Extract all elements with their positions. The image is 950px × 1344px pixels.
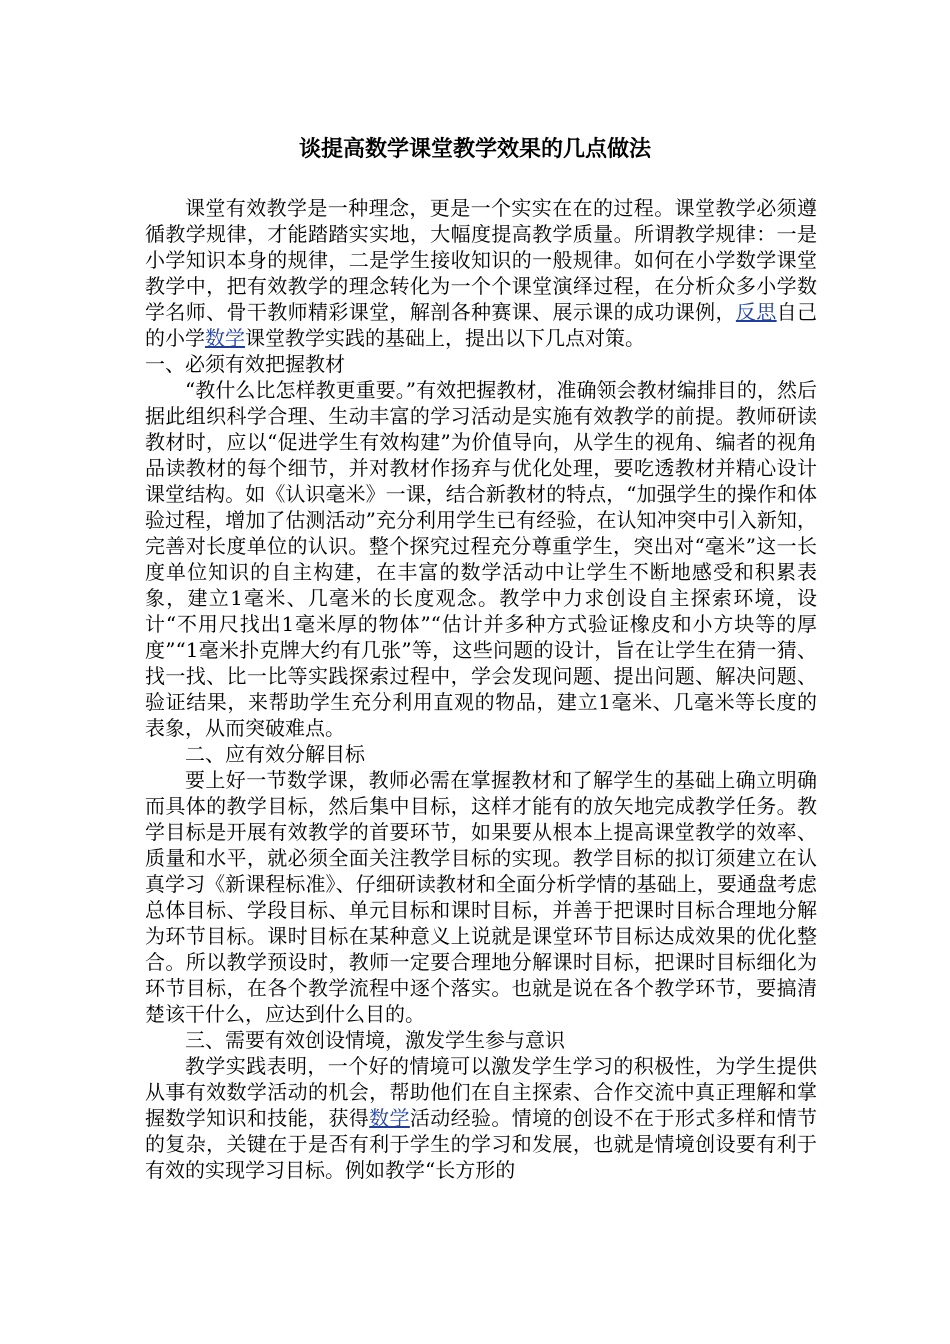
math-link[interactable]: 数学 [205,326,245,350]
intro-text-2: 自己的小学 [145,300,817,350]
intro-text-1: 课堂有效教学是一种理念，更是一个实实在在的过程。课堂教学必须遵循教学规律，才能踏踏实实地，大幅度提高教学质量。所谓教学规律：一是小学知识本身的规律，二是学生接收知识的一般规律。如何在小学数学课堂教学中，把有效教学的理念转化为一个个课堂演绎过程，在分析众多小学数学名师、骨干教师精彩课堂，解剖各种赛课、展示课的成功课例， [145,196,817,324]
section1-heading: 一、必须有效把握教材 [145,352,345,376]
document-title: 谈提高数学课堂教学效果的几点做法 [298,137,651,162]
section3-paragraph [145,1053,817,1183]
intro-paragraph [145,195,817,351]
document-body [145,195,817,1183]
section2-paragraph: 要上好一节数学课，教师必需在掌握教材和了解学生的基础上确立明确而具体的教学目标，然后集中目标，这样才能有的放矢地完成教学任务。教学目标是开展有效教学的首要环节，如果要从根本上提高课堂教学的效率、质量和水平，就必须全面关注教学目标的实现。教学目标的拟订须建立在认真学习《新课程标准》、仔细研读教材和全面分析学情的基础上，要通盘考虑总体目标、学段目标、单元目标和课时目标，并善于把课时目标合理地分解为环节目标。课时目标在某种意义上说就是课堂环节目标达成效果的优化整合。所以教学预设时，教师一定要合理地分解课时目标，把课时目标细化为环节目标，在各个教学流程中逐个落实。也就是说在各个教学环节，要搞清楚该干什么，应达到什么目的。 [145,768,817,1026]
reflection-link[interactable]: 反思 [735,300,777,324]
math-activity-link[interactable]: 数学 [369,1106,410,1130]
section3-heading: 三、需要有效创设情境，激发学生参与意识 [185,1028,565,1052]
section1-paragraph: “教什么比怎样教更重要。”有效把握教材，准确领会教材编排目的，然后据此组织科学合理、生动丰富的学习活动是实施有效教学的前提。教师研读教材时，应以“促进学生有效构建”为价值导向，从学生的视角、编者的视角品读教材的每个细节，并对教材作扬弃与优化处理，要吃透教材并精心设计课堂结构。如《认识毫米》一课，结合新教材的特点，“加强学生的操作和体验过程，增加了估测活动”充分利用学生已有经验，在认知冲突中引入新知，完善对长度单位的认识。整个探究过程充分尊重学生，突出对“毫米”这一长度单位知识的自主构建，在丰富的数学活动中让学生不断地感受和积累表象，建立1毫米、几毫米的长度观念。教学中力求创设自主探索环境，设计“不用尺找出1毫米厚的物体”“估计并多种方式验证橡皮和小方块等的厚度”“1毫米扑克牌大约有几张”等，这些问题的设计，旨在让学生在猜一猜、找一找、比一比等实践探索过程中，学会发现问题、提出问题、解决问题、验证结果，来帮助学生充分利用直观的物品，建立1毫米、几毫米等长度的表象，从而突破难点。 [145,378,817,740]
intro-text-3: 课堂教学实践的基础上，提出以下几点对策。 [245,326,645,350]
section3-text-1: 教学实践表明，一个好的情境可以激发学生学习的积极性，为学生提供从事有效数学活动的机会，帮助他们在自主探索、合作交流中真正理解和掌握数学知识和技能，获得 [145,1054,817,1130]
section3-text-2: 活动经验。情境的创设不在于形式多样和情节的复杂，关键在于是否有利于学生的学习和发展，也就是情境创设要有利于有效的实现学习目标。例如教学“长方形的 [145,1106,817,1182]
section2-heading: 二、应有效分解目标 [185,742,365,766]
